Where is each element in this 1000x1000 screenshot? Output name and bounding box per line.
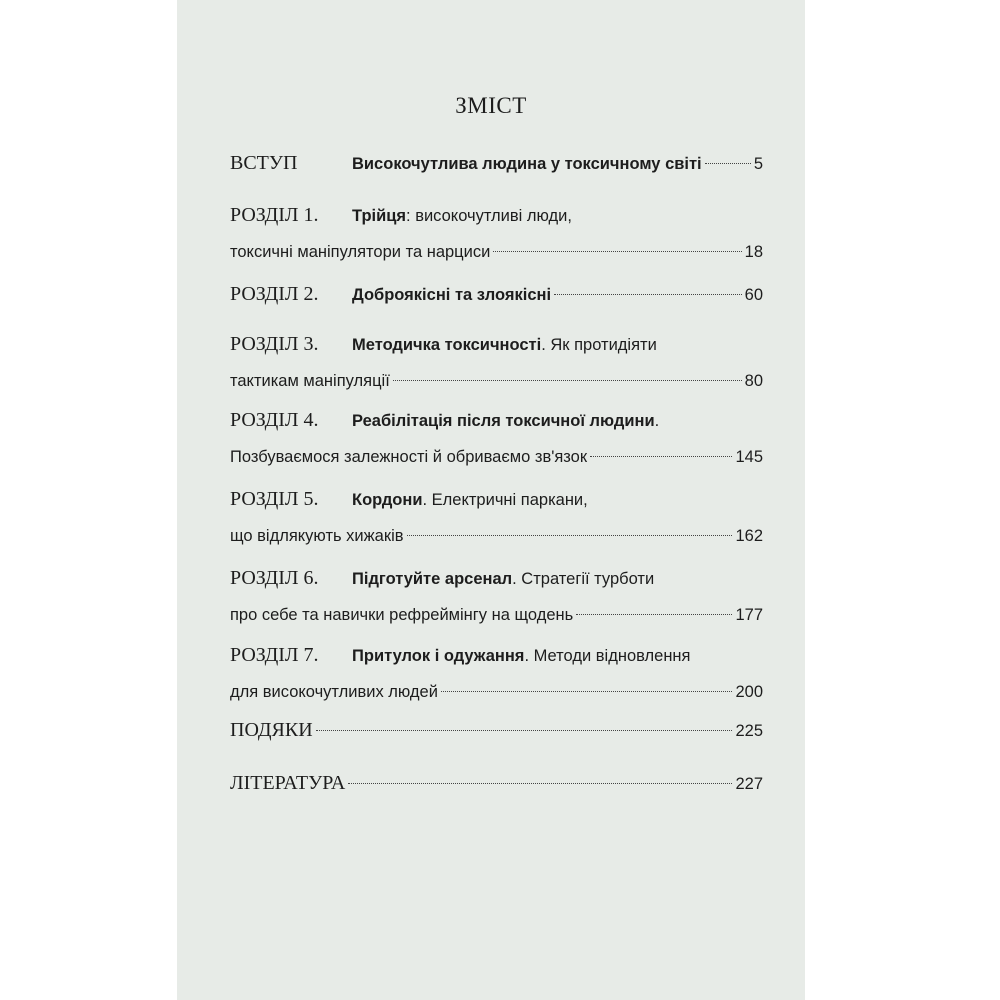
entry-page-number: 177 [735, 606, 763, 624]
entry-title: Підготуйте арсенал [352, 570, 513, 588]
entry-title: Доброякісні та злоякісні [352, 286, 552, 304]
entry-title: Кордони [352, 491, 423, 509]
entry-subtitle: . Методи відновлення [524, 647, 691, 665]
entry-title: Методичка токсичності [352, 336, 542, 354]
leader-dots [705, 162, 751, 164]
entry-label: РОЗДІЛ 1. [230, 204, 319, 226]
leader-dots [348, 782, 732, 784]
entry-continuation: про себе та навички рефреймінгу на щодень [230, 606, 574, 624]
leader-dots [493, 250, 741, 252]
entry-title: Трійця [352, 207, 407, 225]
entry-page-number: 200 [735, 683, 763, 701]
entry-label: РОЗДІЛ 5. [230, 488, 319, 510]
entry-subtitle: . Стратегії турботи [512, 570, 655, 588]
entry-page-number: 5 [753, 155, 763, 173]
entry-label: РОЗДІЛ 7. [230, 644, 319, 666]
entry-subtitle: . Як протидіяти [541, 336, 657, 354]
leader-dots [441, 690, 733, 692]
leader-dots [576, 613, 732, 615]
entry-page-number: 145 [735, 448, 763, 466]
entry-continuation: токсичні маніпулятори та нарциси [230, 243, 491, 261]
entry-label: РОЗДІЛ 3. [230, 333, 319, 355]
entry-label: ЛІТЕРАТУРА [230, 772, 346, 794]
entry-label: РОЗДІЛ 6. [230, 567, 319, 589]
entry-subtitle: . Електричні паркани, [422, 491, 588, 509]
entry-label: РОЗДІЛ 2. [230, 283, 319, 305]
entry-page-number: 227 [735, 775, 763, 793]
leader-dots [407, 534, 733, 536]
leader-dots [590, 455, 732, 457]
entry-continuation: що відлякують хижаків [230, 527, 404, 545]
entry-title: Реабілітація після токсичної людини [352, 412, 655, 430]
leader-dots [554, 293, 742, 295]
entry-continuation: для високочутливих людей [230, 683, 438, 701]
leader-dots [393, 379, 742, 381]
entry-subtitle: : високочутливі люди, [406, 207, 572, 225]
entry-continuation: Позбуваємося залежності й обриваємо зв'язок [230, 448, 588, 466]
entry-subtitle: . [654, 412, 660, 430]
toc-title: ЗМІСТ [455, 93, 527, 118]
entry-continuation: тактикам маніпуляції [230, 372, 390, 390]
entry-label: ВСТУП [230, 152, 298, 174]
leader-dots [316, 729, 733, 731]
entry-page-number: 80 [744, 372, 763, 390]
entry-label: ПОДЯКИ [230, 719, 313, 741]
entry-page-number: 60 [744, 286, 763, 304]
entry-page-number: 18 [744, 243, 763, 261]
entry-page-number: 225 [735, 722, 763, 740]
entry-page-number: 162 [735, 527, 763, 545]
entry-label: РОЗДІЛ 4. [230, 409, 319, 431]
book-page [177, 0, 805, 1000]
entry-title: Високочутлива людина у токсичному світі [352, 155, 702, 173]
entry-title: Притулок і одужання [352, 647, 525, 665]
